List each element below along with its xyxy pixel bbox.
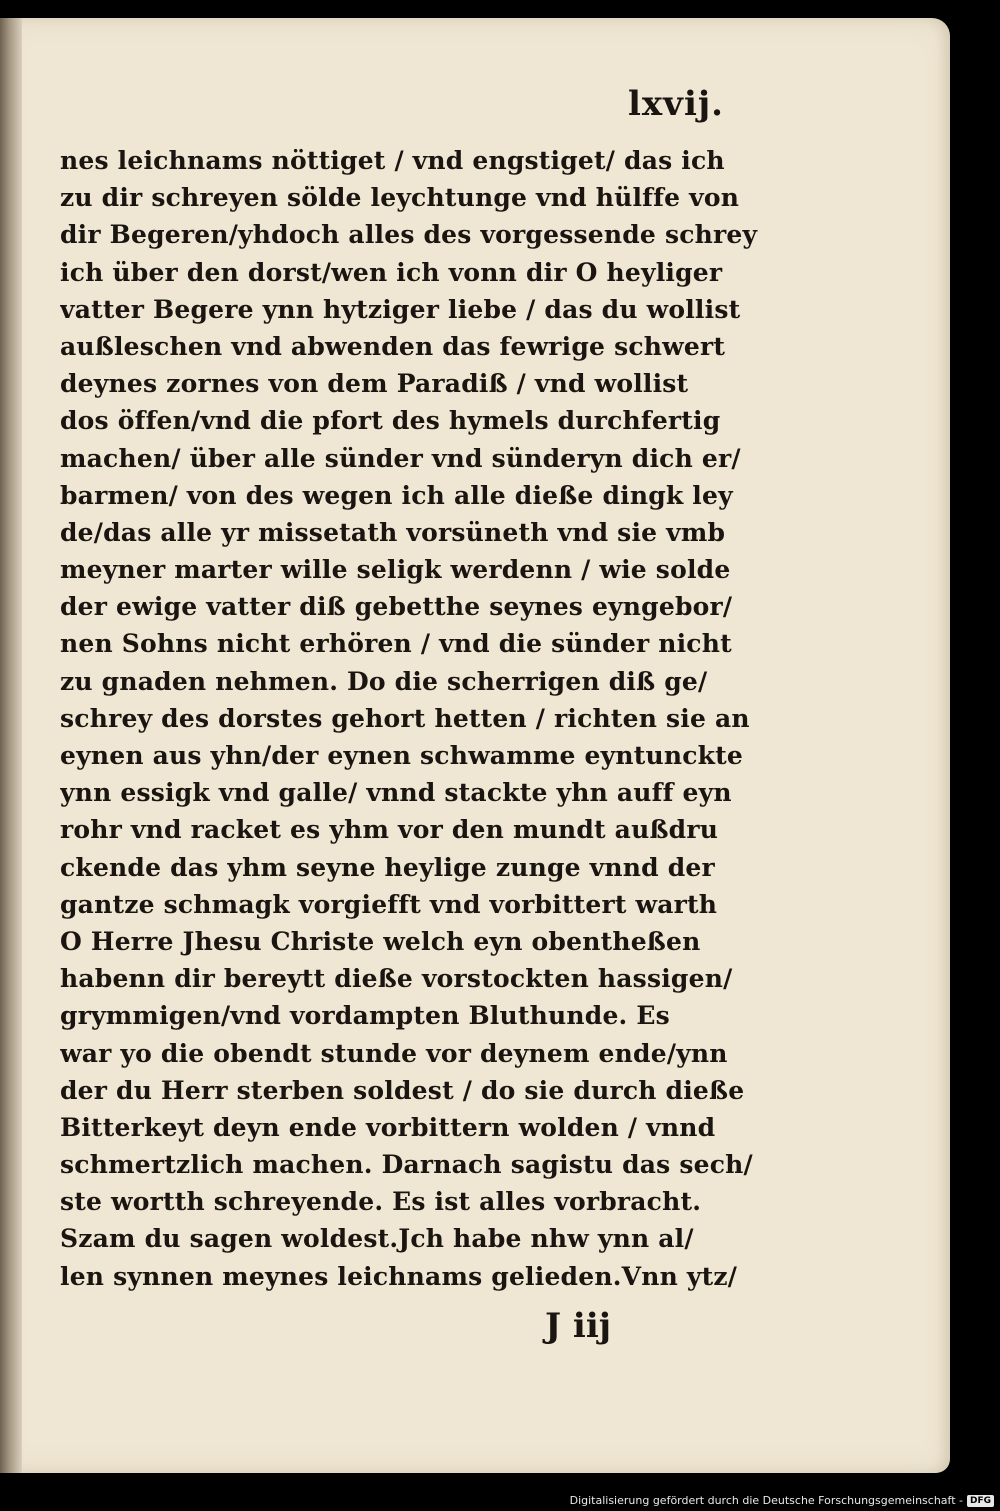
text-line: gantze schmagk vorgiefft vnd vorbittert warth <box>60 889 718 919</box>
text-line: de/das alle yr missetath vorsüneth vnd sie vmb <box>60 517 726 547</box>
page-text <box>60 142 780 1295</box>
text-line: ste wortth schreyende. Es ist alles vorbracht. <box>60 1187 702 1217</box>
text-line: schmertzlich machen. Darnach sagistu das sech/ <box>60 1150 753 1180</box>
text-line: der du Herr sterben soldest / do sie durch dieße <box>60 1075 745 1105</box>
book-page <box>0 18 950 1473</box>
text-line: grymmigen/vnd vordampten Bluthunde. Es <box>60 1001 670 1031</box>
text-line: deynes zornes von dem Paradiß / vnd wollist <box>60 369 689 399</box>
text-line: dos öffen/vnd die pfort des hymels durchfertig <box>60 406 721 436</box>
text-line: O Herre Jhesu Christe welch eyn obentheßen <box>60 926 701 956</box>
text-line: habenn dir bereytt dieße vorstockten hassigen/ <box>60 964 733 994</box>
text-line: schrey des dorstes gehort hetten / richten sie an <box>60 703 750 733</box>
text-line: machen/ über alle sünder vnd sünderyn dich er/ <box>60 443 741 473</box>
text-line: der ewige vatter diß gebetthe seynes eyngebor/ <box>60 592 733 622</box>
text-line: zu dir schreyen sölde leychtunge vnd hülffe von <box>60 183 740 213</box>
text-line: dir Begeren/yhdoch alles des vorgessende schrey <box>60 220 758 250</box>
footer-credit: Digitalisierung gefördert durch die Deutsche Forschungsgemeinschaft - <box>569 1494 963 1507</box>
text-line: nes leichnams nöttiget / vnd engstiget/ das ich <box>60 146 725 175</box>
text-line: ckende das yhm seyne heylige zunge vnnd der <box>60 852 715 882</box>
text-line: außleschen vnd abwenden das fewrige schwert <box>60 331 726 361</box>
text-line: rohr vnd racket es yhm vor den mundt außdru <box>60 815 719 845</box>
text-line: Szam du sagen woldest.Jch habe nhw ynn al/ <box>60 1224 694 1254</box>
folio-number: lxvij. <box>628 84 724 124</box>
text-line: len synnen meynes leichnams gelieden.Vnn ytz/ <box>60 1261 738 1291</box>
digitization-footer <box>570 1494 994 1507</box>
text-line: Bitterkeyt deyn ende vorbittern wolden / vnnd <box>60 1112 716 1142</box>
dfg-logo-icon: DFG <box>967 1495 994 1507</box>
text-line: ich über den dorst/wen ich vonn dir O heyliger <box>60 257 723 287</box>
text-line: war yo die obendt stunde vor deynem ende/ynn <box>60 1038 728 1068</box>
text-line: ynn essigk vnd galle/ vnnd stackte yhn auff eyn <box>60 778 732 808</box>
book-spine <box>0 18 22 1473</box>
text-line: eynen aus yhn/der eynen schwamme eyntunckte <box>60 741 744 770</box>
text-line: meyner marter wille seligk werdenn / wie solde <box>60 555 731 585</box>
text-line: nen Sohns nicht erhören / vnd die sünder nicht <box>60 629 732 659</box>
signature-mark: J iij <box>545 1306 612 1346</box>
text-line: vatter Begere ynn hytziger liebe / das du wollist <box>60 294 741 324</box>
text-line: zu gnaden nehmen. Do die scherrigen diß ge/ <box>60 666 708 696</box>
text-line: barmen/ von des wegen ich alle dieße dingk ley <box>60 480 733 510</box>
